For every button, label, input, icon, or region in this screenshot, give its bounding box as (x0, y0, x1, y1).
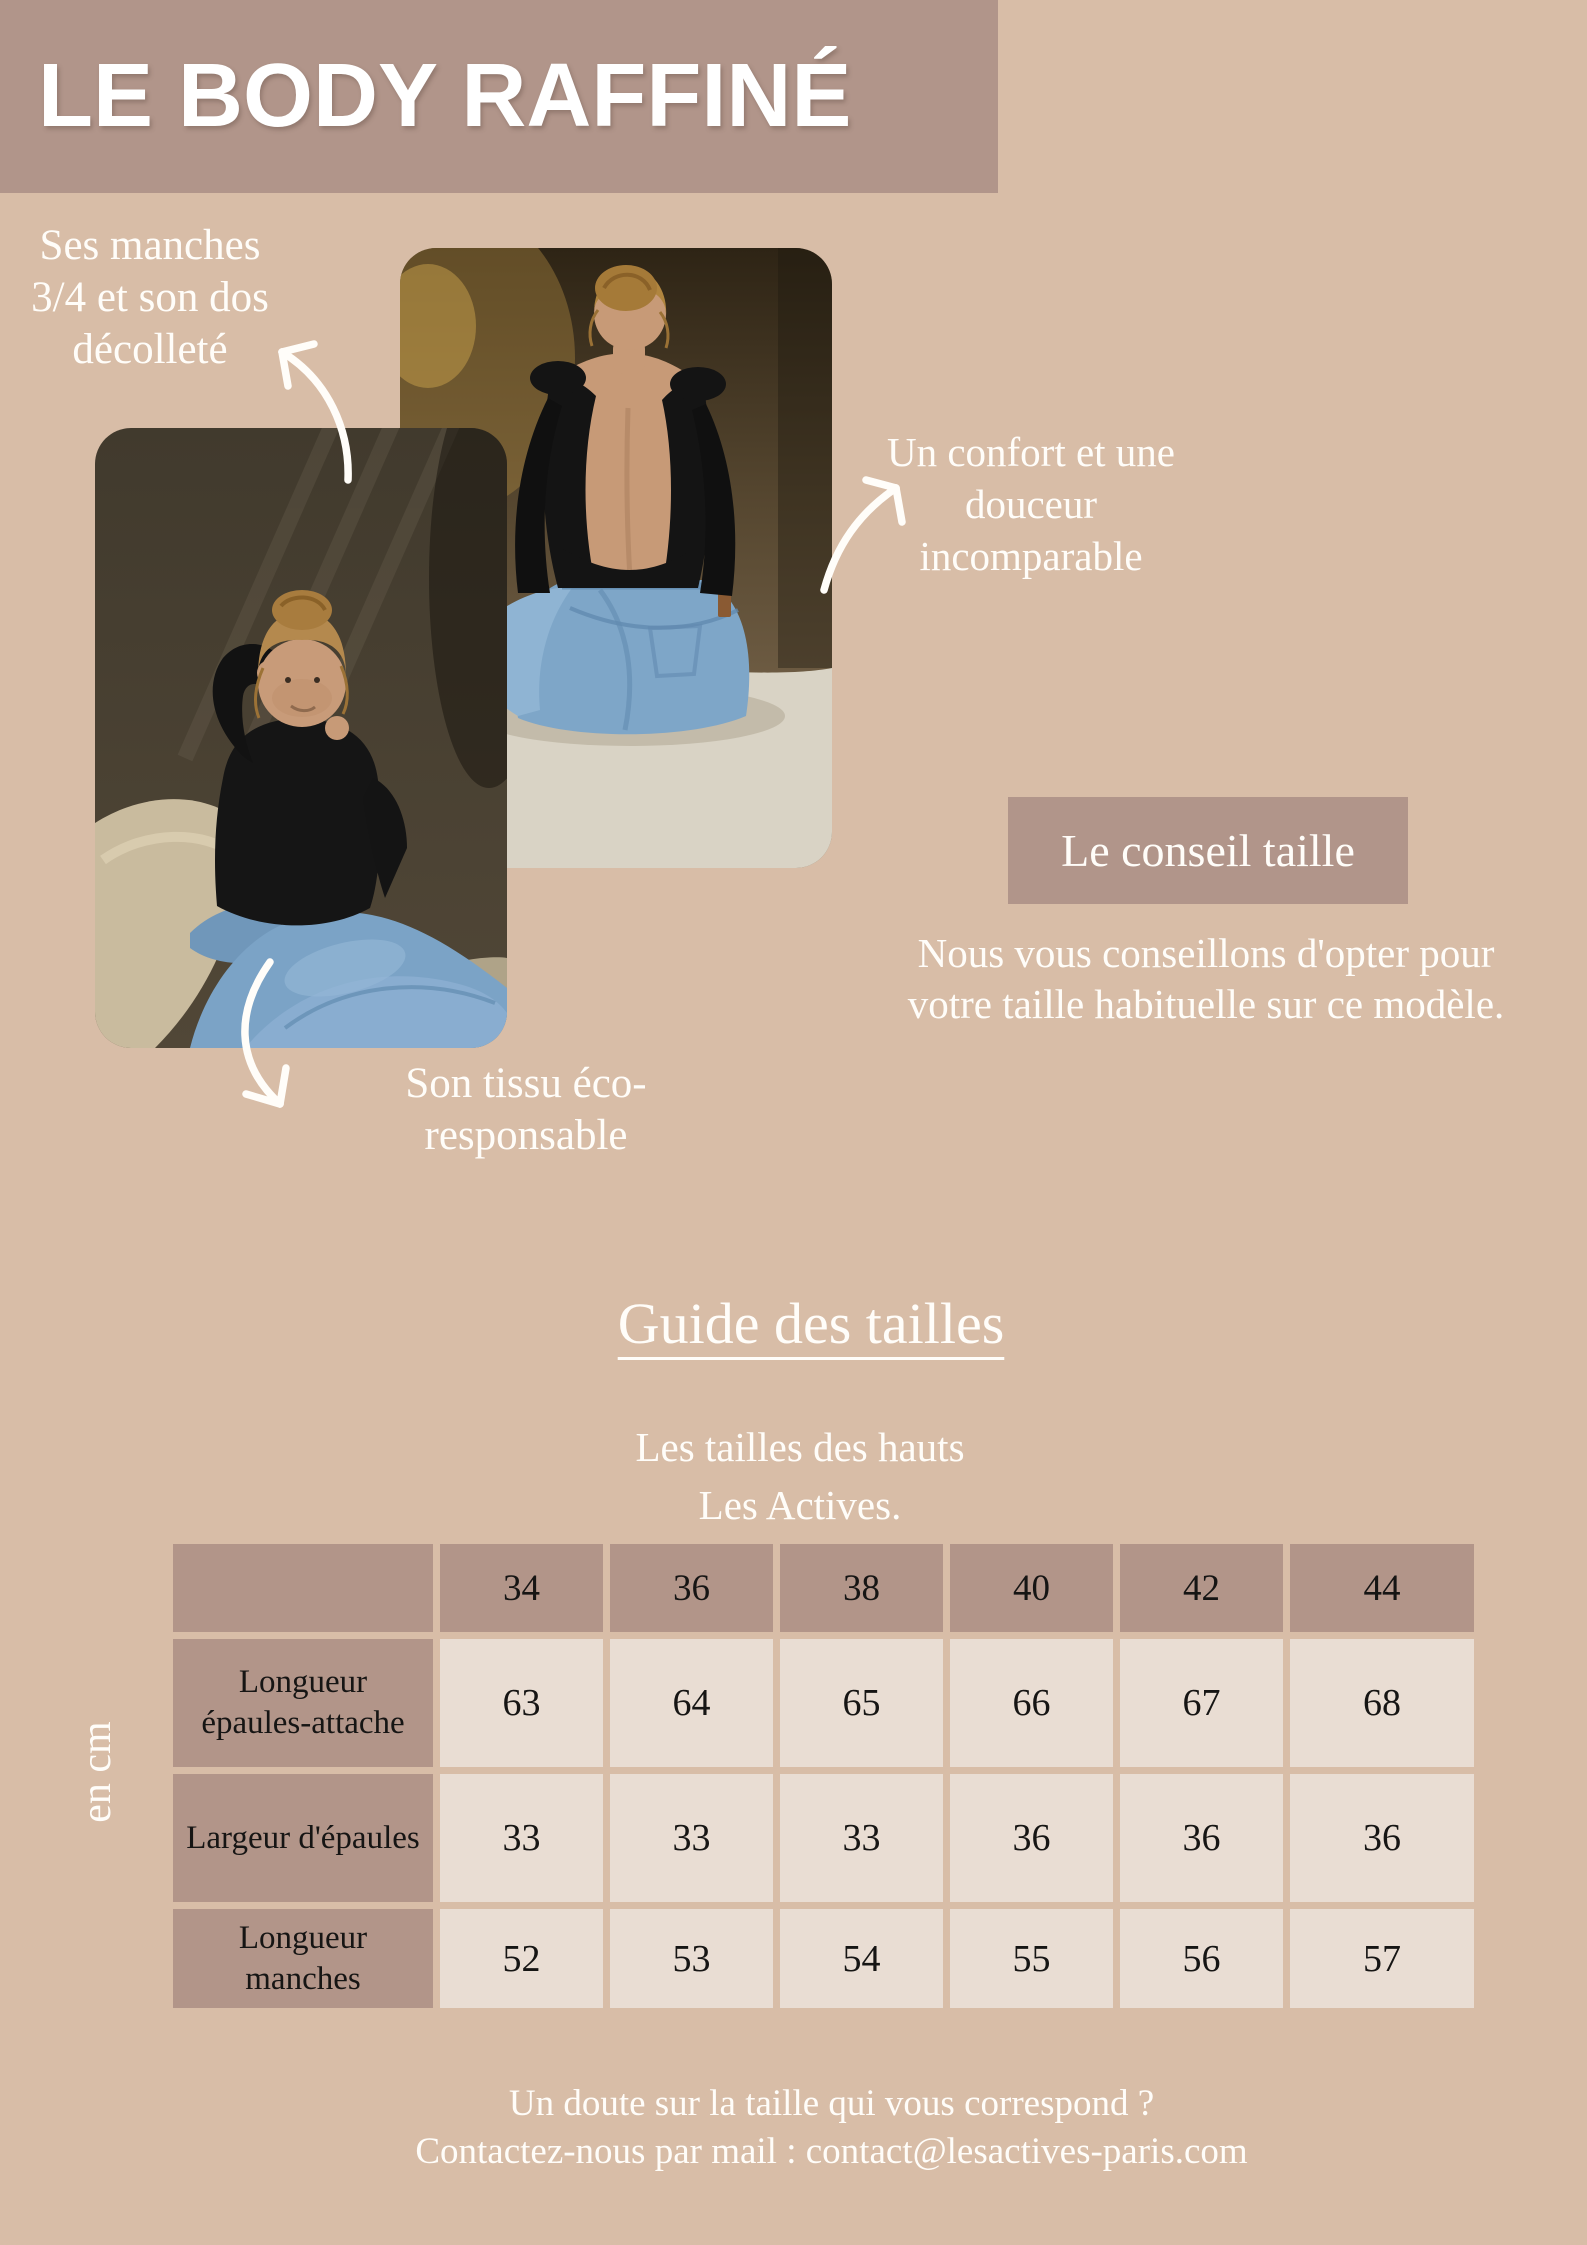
size-value-cell: 33 (440, 1774, 603, 1902)
size-value-cell: 67 (1120, 1639, 1283, 1767)
size-guide-subtitle (450, 1418, 1150, 1534)
size-column-header: 34 (440, 1544, 603, 1632)
annotation-line: douceur (964, 481, 1098, 527)
size-advice-line: votre taille habituelle sur ce modèle. (907, 981, 1505, 1027)
annotation-line: incomparable (919, 533, 1143, 579)
size-advice-text (856, 928, 1556, 1030)
size-value-cell: 36 (950, 1774, 1113, 1902)
arrow-to-back-neckline (248, 332, 358, 487)
unit-label: en cm (74, 1721, 120, 1823)
size-table (173, 1544, 1474, 2008)
annotation-line: 3/4 et son dos (31, 274, 269, 321)
size-value-cell: 57 (1290, 1909, 1474, 2008)
footer-line: Un doute sur la taille qui vous correspond ? (508, 2083, 1155, 2124)
size-value-cell: 65 (780, 1639, 943, 1767)
page-title: LE BODY RAFFINÉ (38, 46, 852, 146)
size-advice-box (1008, 797, 1408, 904)
annotation-line: Ses manches (39, 222, 261, 269)
size-value-cell: 64 (610, 1639, 773, 1767)
size-column-header: 44 (1290, 1544, 1474, 1632)
measurement-row-label: Largeur d'épaules (173, 1774, 433, 1902)
subtitle-line: Les tailles des hauts (635, 1424, 965, 1470)
size-column-header: 40 (950, 1544, 1113, 1632)
size-value-cell: 56 (1120, 1909, 1283, 2008)
annotation-line: Son tissu éco- (405, 1060, 647, 1107)
footer-contact (38, 2080, 1587, 2176)
size-value-cell: 63 (440, 1639, 603, 1767)
annotation-fabric (370, 1058, 682, 1162)
size-column-header: 36 (610, 1544, 773, 1632)
footer-line: Contactez-nous par mail : contact@lesactives-paris.com (415, 2131, 1248, 2172)
size-advice-line: Nous vous conseillons d'opter pour (917, 930, 1495, 976)
size-value-cell: 68 (1290, 1639, 1474, 1767)
arrow-to-fabric-note (222, 952, 332, 1122)
table-corner-cell (173, 1544, 433, 1632)
annotation-line: responsable (424, 1112, 628, 1159)
annotation-line: décolleté (72, 326, 228, 373)
size-guide-title: Guide des tailles (617, 1291, 1005, 1356)
measurement-row-label: Longueur manches (173, 1909, 433, 2008)
header-band (0, 0, 998, 193)
size-value-cell: 54 (780, 1909, 943, 2008)
size-column-header: 42 (1120, 1544, 1283, 1632)
size-value-cell: 52 (440, 1909, 603, 2008)
arrow-to-photo-back (814, 468, 919, 596)
size-value-cell: 33 (780, 1774, 943, 1902)
size-value-cell: 66 (950, 1639, 1113, 1767)
measurement-row-label: Longueur épaules-attache (173, 1639, 433, 1767)
annotation-line: Un confort et une (886, 429, 1176, 475)
size-value-cell: 53 (610, 1909, 773, 2008)
size-advice-heading: Le conseil taille (1061, 825, 1355, 876)
size-value-cell: 36 (1290, 1774, 1474, 1902)
size-value-cell: 36 (1120, 1774, 1283, 1902)
size-column-header: 38 (780, 1544, 943, 1632)
subtitle-line: Les Actives. (698, 1482, 902, 1528)
size-value-cell: 55 (950, 1909, 1113, 2008)
size-value-cell: 33 (610, 1774, 773, 1902)
